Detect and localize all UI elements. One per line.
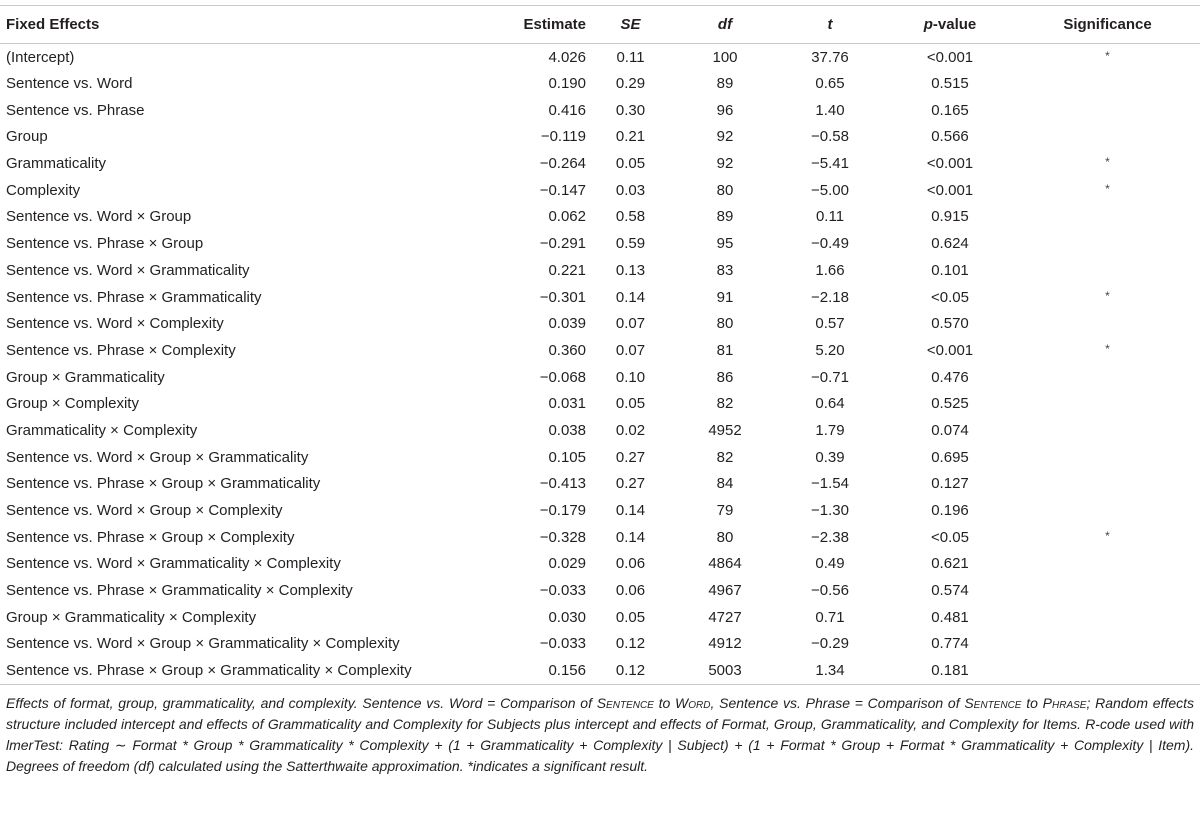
cell-significance xyxy=(1015,364,1200,391)
cell-se: 0.14 xyxy=(615,502,646,520)
cell-significance: * xyxy=(1105,288,1110,303)
cell-t: 0.71 xyxy=(815,608,845,626)
cell-t: 0.57 xyxy=(815,315,845,333)
table-row xyxy=(0,44,1200,71)
cell-p-value: <0.001 xyxy=(926,181,974,199)
footnote-text: , Sentence vs. Phrase = Comparison of xyxy=(710,694,965,711)
cell-effect: Sentence vs. Word × Group × Grammaticality xyxy=(6,448,309,466)
cell-t: 0.11 xyxy=(815,208,845,226)
cell-se: 0.58 xyxy=(615,208,646,226)
cell-df: 4727 xyxy=(708,608,742,626)
cell-estimate: 0.416 xyxy=(548,101,586,119)
cell-effect: Sentence vs. Phrase × Group × Complexity xyxy=(6,528,295,546)
cell-estimate: 0.039 xyxy=(548,315,586,333)
cell-significance xyxy=(1015,577,1200,604)
fixed-effects-table xyxy=(0,5,1200,685)
cell-p-value: 0.481 xyxy=(931,608,969,626)
cell-effect: Group × Grammaticality × Complexity xyxy=(6,608,257,626)
cell-effect: Sentence vs. Phrase × Grammaticality xyxy=(6,288,262,306)
cell-df: 83 xyxy=(716,261,734,279)
table-row xyxy=(0,204,1200,231)
cell-estimate: 0.031 xyxy=(548,395,586,413)
header-p-letter: p xyxy=(923,16,933,33)
cell-t: 0.65 xyxy=(815,75,845,93)
cell-significance xyxy=(1015,657,1200,684)
cell-t: 0.64 xyxy=(815,395,845,413)
header-row xyxy=(0,6,1200,44)
cell-effect: Sentence vs. Word × Grammaticality xyxy=(6,261,250,279)
cell-effect: Sentence vs. Phrase × Complexity xyxy=(6,341,236,359)
cell-df: 5003 xyxy=(708,661,742,679)
cell-p-value: 0.774 xyxy=(931,635,969,653)
table-row xyxy=(0,310,1200,337)
cell-t: 1.66 xyxy=(815,261,845,279)
cell-p-value: <0.05 xyxy=(931,288,969,306)
cell-estimate: 0.062 xyxy=(548,208,586,226)
cell-se: 0.13 xyxy=(615,261,646,279)
cell-df: 4967 xyxy=(708,582,742,600)
cell-t: 0.39 xyxy=(815,448,845,466)
cell-t: 1.79 xyxy=(815,421,845,439)
cell-significance xyxy=(1015,497,1200,524)
cell-p-value: 0.621 xyxy=(931,555,969,573)
table-row xyxy=(0,657,1200,684)
header-p-suffix: -value xyxy=(932,16,977,33)
table-row xyxy=(0,390,1200,417)
cell-estimate: −0.328 xyxy=(539,528,586,546)
table-row xyxy=(0,524,1200,551)
cell-df: 92 xyxy=(716,155,734,173)
header-t: t xyxy=(827,16,833,33)
cell-p-value: 0.570 xyxy=(931,315,969,333)
table-row xyxy=(0,551,1200,578)
cell-significance xyxy=(1015,417,1200,444)
cell-effect: Sentence vs. Word × Grammaticality × Complexity xyxy=(6,555,341,573)
cell-se: 0.12 xyxy=(615,635,646,653)
cell-se: 0.05 xyxy=(615,395,646,413)
footnote-small-caps: Sentence xyxy=(964,694,1022,711)
cell-df: 4952 xyxy=(708,421,742,439)
table-row xyxy=(0,337,1200,364)
cell-df: 86 xyxy=(716,368,734,386)
cell-t: −0.56 xyxy=(811,582,849,600)
table-row xyxy=(0,471,1200,498)
cell-df: 95 xyxy=(716,235,734,253)
header-significance: Significance xyxy=(1063,16,1152,33)
cell-estimate: −0.068 xyxy=(539,368,586,386)
cell-p-value: <0.001 xyxy=(926,155,974,173)
cell-significance: * xyxy=(1105,181,1110,196)
cell-estimate: 0.156 xyxy=(548,661,586,679)
footnote-text: to xyxy=(653,694,676,711)
header-p-value xyxy=(885,6,1015,44)
header-df: df xyxy=(717,16,733,33)
table-row xyxy=(0,417,1200,444)
cell-estimate: 0.038 xyxy=(548,421,586,439)
cell-p-value: 0.525 xyxy=(931,395,969,413)
cell-effect: (Intercept) xyxy=(6,48,75,66)
cell-se: 0.05 xyxy=(615,155,646,173)
cell-p-value: 0.566 xyxy=(931,128,969,146)
footnote-text: ; Random effects structure included intercept and effects of Grammaticality and Complexity for Subjects plus intercept and effects of Format, Group, Grammaticality, and Complexity for Items. R-code used with lmerTest: Rating ∼ Format * Group * Grammaticality * Complexity + (1 + Grammaticality + Complexity | Subject) + (1 + Format * Group + Format * Grammaticality + Complexity | Item). Degrees of freedom (df) calculated using the Satterthwaite approximation. *indicates a significant result. xyxy=(6,694,1194,774)
cell-df: 89 xyxy=(716,208,734,226)
cell-t: 5.20 xyxy=(815,341,845,359)
cell-effect: Sentence vs. Word × Group xyxy=(6,208,192,226)
table-row xyxy=(0,70,1200,97)
cell-df: 89 xyxy=(716,75,734,93)
cell-significance xyxy=(1015,257,1200,284)
cell-t: −0.58 xyxy=(811,128,849,146)
cell-t: 0.49 xyxy=(815,555,845,573)
cell-se: 0.06 xyxy=(615,555,646,573)
cell-significance xyxy=(1015,390,1200,417)
cell-effect: Sentence vs. Phrase xyxy=(6,101,145,119)
footnote-small-caps: Sentence xyxy=(596,694,654,711)
cell-effect: Group xyxy=(6,128,48,146)
cell-effect: Grammaticality × Complexity xyxy=(6,421,198,439)
table-row xyxy=(0,230,1200,257)
cell-df: 81 xyxy=(716,341,734,359)
cell-df: 92 xyxy=(716,128,734,146)
cell-significance xyxy=(1015,204,1200,231)
cell-p-value: 0.515 xyxy=(931,75,969,93)
cell-df: 4912 xyxy=(708,635,742,653)
cell-significance xyxy=(1015,310,1200,337)
cell-df: 91 xyxy=(716,288,734,306)
cell-se: 0.05 xyxy=(615,608,646,626)
cell-se: 0.02 xyxy=(615,421,646,439)
cell-effect: Sentence vs. Phrase × Group xyxy=(6,235,204,253)
cell-p-value: 0.695 xyxy=(931,448,969,466)
table-row xyxy=(0,177,1200,204)
header-fixed-effects: Fixed Effects xyxy=(6,16,100,33)
cell-t: 37.76 xyxy=(811,48,849,66)
cell-t: −1.54 xyxy=(811,475,849,493)
footnote-small-caps: Phrase xyxy=(1042,694,1087,711)
cell-p-value: <0.001 xyxy=(926,48,974,66)
cell-estimate: 4.026 xyxy=(548,48,586,66)
table-row xyxy=(0,124,1200,151)
cell-estimate: −0.119 xyxy=(540,128,586,146)
cell-se: 0.12 xyxy=(615,661,646,679)
table-row xyxy=(0,284,1200,311)
cell-estimate: −0.033 xyxy=(539,582,586,600)
table-row xyxy=(0,364,1200,391)
cell-p-value: <0.001 xyxy=(926,341,974,359)
cell-df: 96 xyxy=(716,101,734,119)
cell-df: 82 xyxy=(716,448,734,466)
cell-estimate: 0.030 xyxy=(548,608,586,626)
cell-se: 0.14 xyxy=(615,288,646,306)
table-row xyxy=(0,497,1200,524)
cell-t: −0.29 xyxy=(811,635,849,653)
cell-effect: Group × Grammaticality xyxy=(6,368,165,386)
cell-df: 4864 xyxy=(708,555,742,573)
cell-effect: Sentence vs. Phrase × Grammaticality × Complexity xyxy=(6,582,353,600)
cell-estimate: −0.033 xyxy=(539,635,586,653)
cell-estimate: 0.221 xyxy=(548,261,586,279)
cell-se: 0.06 xyxy=(615,582,646,600)
cell-se: 0.03 xyxy=(615,181,646,199)
cell-estimate: 0.105 xyxy=(548,448,586,466)
cell-se: 0.30 xyxy=(615,101,646,119)
cell-effect: Sentence vs. Phrase × Group × Grammaticality × Complexity xyxy=(6,661,412,679)
cell-se: 0.10 xyxy=(615,368,646,386)
cell-p-value: 0.196 xyxy=(931,502,969,520)
cell-significance: * xyxy=(1105,155,1110,170)
cell-significance xyxy=(1015,551,1200,578)
cell-p-value: 0.574 xyxy=(931,582,969,600)
table-row xyxy=(0,577,1200,604)
cell-estimate: −0.301 xyxy=(539,288,586,306)
cell-p-value: 0.127 xyxy=(931,475,969,493)
footnote-text: Effects of format, group, grammaticality, and complexity. Sentence vs. Word = Comparison of xyxy=(6,694,597,711)
cell-t: −2.38 xyxy=(811,528,849,546)
cell-significance: * xyxy=(1105,342,1110,357)
cell-significance xyxy=(1015,124,1200,151)
table-header xyxy=(0,6,1200,44)
cell-significance: * xyxy=(1105,49,1110,63)
cell-estimate: −0.291 xyxy=(539,235,586,253)
cell-significance xyxy=(1015,444,1200,471)
header-estimate: Estimate xyxy=(523,16,586,33)
cell-se: 0.07 xyxy=(615,315,646,333)
cell-significance xyxy=(1015,471,1200,498)
cell-significance xyxy=(1015,230,1200,257)
cell-effect: Sentence vs. Word × Group × Complexity xyxy=(6,502,283,520)
cell-p-value: 0.165 xyxy=(931,101,969,119)
cell-t: −0.49 xyxy=(811,235,849,253)
cell-estimate: −0.264 xyxy=(539,155,586,173)
cell-effect: Sentence vs. Phrase × Group × Grammaticality xyxy=(6,475,321,493)
table-row xyxy=(0,150,1200,177)
cell-estimate: −0.147 xyxy=(539,181,586,199)
cell-estimate: −0.179 xyxy=(539,502,586,520)
cell-p-value: 0.181 xyxy=(931,661,969,679)
cell-p-value: 0.915 xyxy=(931,208,969,226)
table-footnote xyxy=(0,685,1200,777)
cell-estimate: −0.413 xyxy=(539,475,586,493)
cell-p-value: <0.05 xyxy=(931,528,969,546)
cell-df: 80 xyxy=(716,181,734,199)
cell-df: 80 xyxy=(716,315,734,333)
cell-t: −2.18 xyxy=(811,288,849,306)
table-row xyxy=(0,604,1200,631)
table-row xyxy=(0,97,1200,124)
cell-t: 1.34 xyxy=(815,661,845,679)
cell-t: −0.71 xyxy=(811,368,849,386)
table-row xyxy=(0,444,1200,471)
cell-estimate: 0.029 xyxy=(548,555,586,573)
cell-significance xyxy=(1015,70,1200,97)
cell-p-value: 0.101 xyxy=(931,261,969,279)
cell-df: 82 xyxy=(716,395,734,413)
cell-estimate: 0.190 xyxy=(548,75,586,93)
cell-effect: Group × Complexity xyxy=(6,395,139,413)
cell-se: 0.14 xyxy=(615,528,646,546)
cell-effect: Sentence vs. Word xyxy=(6,75,133,93)
cell-effect: Complexity xyxy=(6,181,81,199)
cell-significance xyxy=(1015,604,1200,631)
cell-se: 0.27 xyxy=(615,475,646,493)
cell-se: 0.29 xyxy=(615,75,646,93)
table-row xyxy=(0,631,1200,658)
header-se: SE xyxy=(620,16,641,33)
cell-p-value: 0.624 xyxy=(931,235,969,253)
table-body xyxy=(0,44,1200,685)
cell-se: 0.21 xyxy=(615,128,646,146)
cell-df: 79 xyxy=(716,502,734,520)
cell-df: 80 xyxy=(716,528,734,546)
cell-p-value: 0.074 xyxy=(931,421,969,439)
cell-se: 0.27 xyxy=(615,448,646,466)
cell-df: 100 xyxy=(712,48,738,66)
cell-t: −1.30 xyxy=(811,502,849,520)
cell-significance: * xyxy=(1105,528,1110,543)
cell-se: 0.59 xyxy=(615,235,646,253)
cell-se: 0.07 xyxy=(615,341,646,359)
cell-p-value: 0.476 xyxy=(931,368,969,386)
table-row xyxy=(0,257,1200,284)
cell-effect: Grammaticality xyxy=(6,155,107,173)
cell-t: −5.41 xyxy=(811,155,849,173)
cell-t: −5.00 xyxy=(811,181,849,199)
cell-effect: Sentence vs. Word × Complexity xyxy=(6,315,224,333)
cell-estimate: 0.360 xyxy=(548,341,586,359)
footnote-text: to xyxy=(1021,694,1043,711)
cell-se: 0.11 xyxy=(616,48,645,66)
footnote-small-caps: Word xyxy=(675,694,711,711)
cell-significance xyxy=(1015,97,1200,124)
cell-df: 84 xyxy=(716,475,734,493)
cell-effect: Sentence vs. Word × Group × Grammaticality × Complexity xyxy=(6,635,400,653)
cell-t: 1.40 xyxy=(815,101,845,119)
cell-significance xyxy=(1015,631,1200,658)
